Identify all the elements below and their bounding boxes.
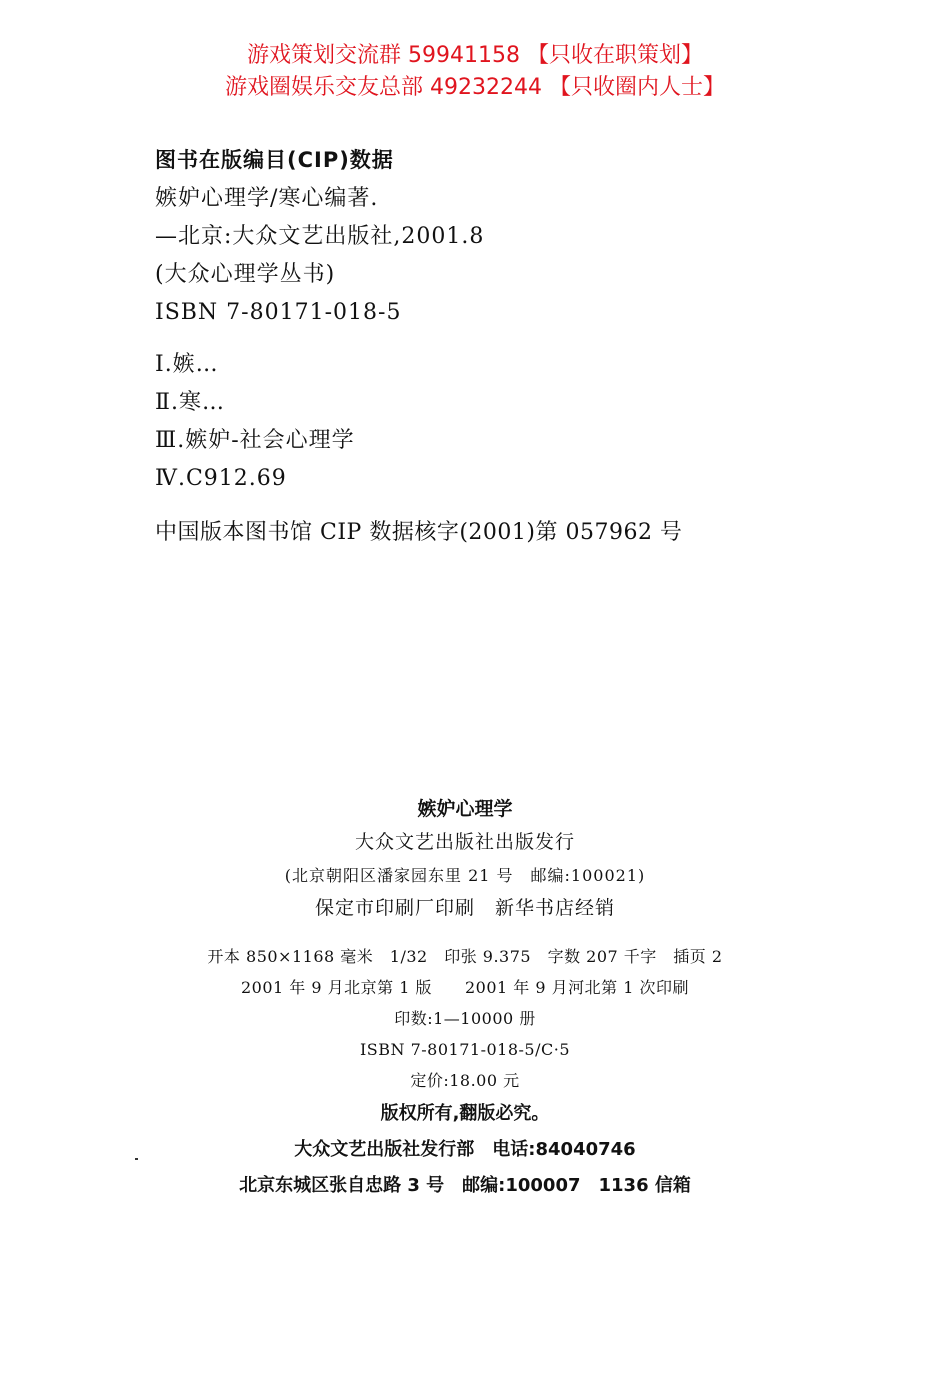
colophon-publisher: 大众文艺出版社出版发行 xyxy=(354,831,575,853)
scan-speck xyxy=(135,1158,138,1160)
cip-publisher-line: —北京:大众文艺出版社,2001.8 xyxy=(155,224,485,249)
cip-classification-2: Ⅱ.寒… xyxy=(155,390,225,415)
colophon-sales-dept: 大众文艺出版社发行部 电话:84040746 xyxy=(294,1139,636,1160)
colophon-print-run: 印数:1—10000 册 xyxy=(394,1009,536,1028)
colophon xyxy=(0,792,930,1204)
cip-heading: 图书在版编目(CIP)数据 xyxy=(155,148,394,172)
cip-classification-3: Ⅲ.嫉妒-社会心理学 xyxy=(155,428,355,453)
cip-isbn: ISBN 7-80171-018-5 xyxy=(155,300,402,325)
watermark-banner xyxy=(0,40,950,104)
cip-series: (大众心理学丛书) xyxy=(155,262,336,287)
colophon-book-title: 嫉妒心理学 xyxy=(417,798,513,820)
colophon-address: (北京朝阳区潘家园东里 21 号 邮编:100021) xyxy=(284,866,646,885)
cip-record-number: 中国版本图书馆 CIP 数据核字(2001)第 057962 号 xyxy=(155,520,683,545)
banner-line-2: 游戏圈娱乐交友总部 49232244 【只收圈内人士】 xyxy=(225,75,725,100)
colophon-isbn: ISBN 7-80171-018-5/C·5 xyxy=(359,1040,571,1059)
cip-classification-4: Ⅳ.C912.69 xyxy=(155,466,287,491)
cip-classification-1: Ⅰ.嫉… xyxy=(155,352,219,377)
colophon-printer: 保定市印刷厂印刷 新华书店经销 xyxy=(314,897,615,919)
banner-line-1: 游戏策划交流群 59941158 【只收在职策划】 xyxy=(247,43,703,68)
colophon-sales-address: 北京东城区张自忠路 3 号 邮编:100007 1136 信箱 xyxy=(239,1175,691,1196)
colophon-copyright: 版权所有,翻版必究。 xyxy=(380,1103,550,1124)
cip-title-author: 嫉妒心理学/寒心编著. xyxy=(155,186,379,211)
colophon-format: 开本 850×1168 毫米 1/32 印张 9.375 字数 207 千字 插页 2 xyxy=(207,947,723,966)
colophon-price: 定价:18.00 元 xyxy=(410,1071,520,1090)
colophon-edition: 2001 年 9 月北京第 1 版 2001 年 9 月河北第 1 次印刷 xyxy=(240,978,690,997)
cip-block xyxy=(155,140,855,552)
